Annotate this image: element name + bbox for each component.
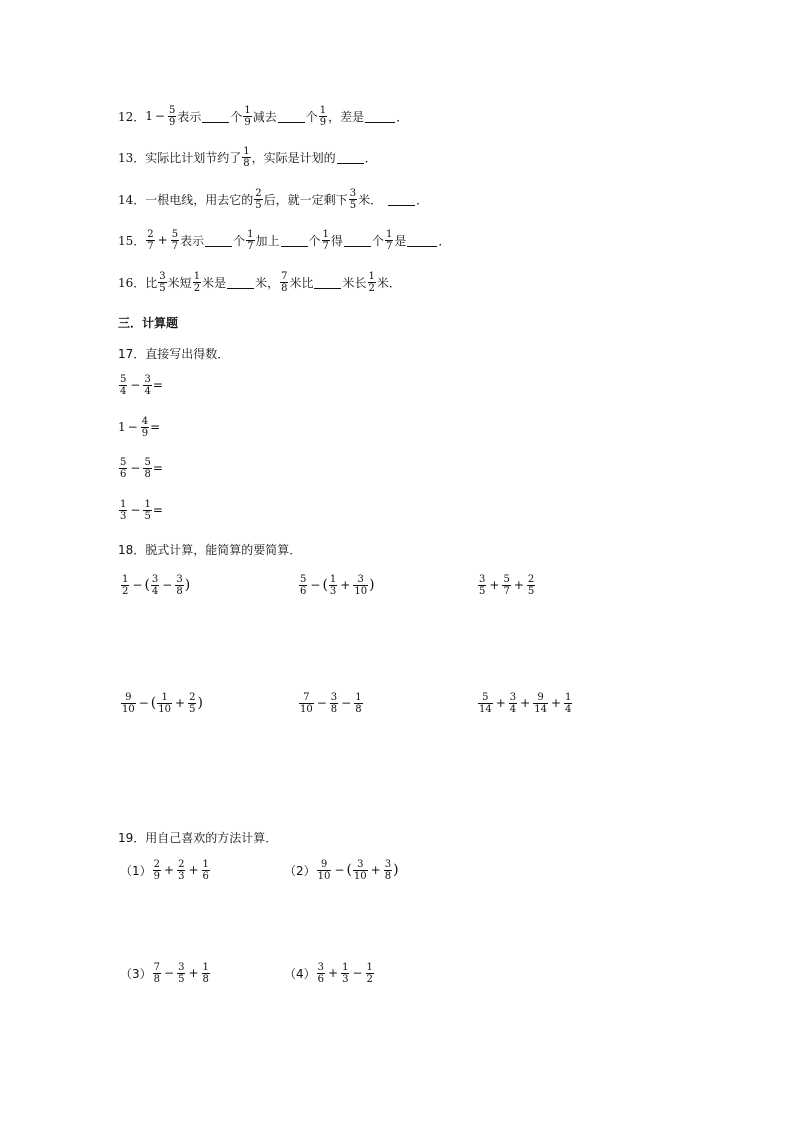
q17-item	[118, 412, 160, 442]
right-paren: )	[197, 695, 203, 711]
question-12	[118, 101, 408, 131]
q19-expression-2	[284, 855, 399, 885]
q18-expression-3	[477, 570, 536, 600]
equals-sign: =	[152, 461, 163, 475]
fraction: $\frac{4}{9}$	[141, 415, 149, 439]
answer-blank[interactable]	[344, 234, 371, 247]
q14-text: 后，就一定剩下	[263, 192, 348, 207]
fraction: $\frac{9}{10}$	[317, 858, 331, 882]
q13-number: 13．	[118, 150, 146, 165]
fraction: $\frac{1}{4}$	[565, 691, 572, 715]
right-paren: )	[184, 577, 191, 593]
question-14	[118, 184, 428, 214]
fraction: $\frac{1}{6}$	[202, 858, 209, 882]
q16-number: 16．	[118, 275, 146, 290]
q12-text: 个	[305, 109, 318, 124]
plus-sign: +	[489, 578, 500, 592]
plus-sign: +	[370, 863, 381, 877]
fraction: $\frac{5}{4}$	[120, 373, 127, 397]
question-16	[118, 267, 401, 297]
plus-sign: +	[520, 696, 531, 710]
answer-blank[interactable]	[281, 234, 308, 247]
answer-blank[interactable]	[365, 110, 395, 123]
q12-text: 个	[230, 109, 243, 124]
plus-sign: +	[164, 863, 175, 877]
question-19-title: 19．用自己喜欢的方法计算．	[118, 830, 278, 845]
plus-sign: +	[550, 696, 562, 710]
equals-sign: =	[152, 378, 163, 392]
integer: 1	[118, 420, 126, 434]
q16-text: 比	[145, 275, 158, 290]
fraction: $\frac{1}{10}$	[158, 691, 171, 715]
fraction: $\frac{5}{7}$	[503, 573, 510, 597]
fraction: $\frac{7}{8}$	[153, 961, 161, 985]
answer-blank[interactable]	[278, 110, 305, 123]
q14-text: 米．	[358, 192, 383, 207]
fraction: $\frac{2}{7}$	[147, 228, 154, 252]
plus-sign: +	[175, 696, 186, 710]
plus-sign: +	[157, 233, 168, 247]
left-paren: (	[346, 862, 352, 878]
plus-sign: +	[188, 966, 199, 980]
minus-sign: −	[164, 966, 175, 980]
question-13	[118, 142, 377, 172]
fraction: $\frac{2}{9}$	[153, 858, 161, 882]
fraction: $\frac{3}{10}$	[353, 858, 367, 882]
fraction: $\frac{3}{8}$	[176, 573, 183, 597]
plus-sign: +	[513, 578, 524, 592]
fraction: $\frac{1}{9}$	[244, 104, 251, 128]
minus-sign: −	[127, 420, 138, 434]
q18-expression-2	[298, 570, 375, 600]
q13-text: 实际比计划节约了	[145, 150, 242, 165]
fraction: $\frac{1}{7}$	[385, 228, 393, 252]
answer-blank[interactable]	[205, 234, 232, 247]
fraction: $\frac{5}{6}$	[300, 573, 307, 597]
fraction: $\frac{5}{6}$	[120, 456, 127, 480]
plus-sign: +	[328, 966, 339, 980]
q16-text: 米是	[202, 275, 227, 290]
fraction: $\frac{1}{3}$	[342, 961, 349, 985]
q12-text: 减去	[252, 109, 277, 124]
answer-blank[interactable]	[227, 276, 254, 289]
q12-number: 12．	[118, 109, 146, 124]
q14-text: 一根电线，用去它的	[145, 192, 254, 207]
plus-sign: +	[340, 578, 351, 592]
q18-expression-6	[477, 688, 573, 718]
answer-blank[interactable]	[314, 276, 341, 289]
fraction: $\frac{1}{7}$	[322, 228, 329, 252]
fraction: $\frac{1}{9}$	[319, 104, 327, 128]
fraction: $\frac{3}{4}$	[151, 573, 159, 597]
question-15	[118, 225, 450, 255]
minus-sign: −	[130, 503, 141, 517]
fraction: $\frac{1}{2}$	[193, 270, 201, 294]
fraction: $\frac{1}{8}$	[202, 961, 209, 985]
q19-expression-3	[120, 958, 211, 988]
question-17-title: 17．直接写出得数．	[118, 346, 230, 361]
fraction: $\frac{1}{5}$	[144, 498, 151, 522]
fraction: $\frac{1}{8}$	[355, 691, 362, 715]
q15-text: 个	[371, 233, 384, 248]
q12-text: ，差是	[328, 109, 365, 124]
fraction: $\frac{1}{2}$	[366, 961, 373, 985]
q18-expression-5	[298, 688, 364, 718]
period: ．	[396, 109, 409, 124]
fraction: $\frac{5}{7}$	[171, 228, 179, 252]
right-paren: )	[393, 862, 399, 878]
fraction: $\frac{2}{3}$	[178, 858, 185, 882]
q15-text: 表示	[180, 233, 205, 248]
fraction: $\frac{9}{14}$	[534, 691, 547, 715]
fraction: $\frac{3}{6}$	[317, 961, 325, 985]
minus-sign: −	[334, 863, 345, 877]
minus-sign: −	[132, 578, 143, 592]
q19-expression-4	[284, 958, 375, 988]
q17-item	[118, 370, 163, 400]
question-18-title: 18．脱式计算，能简算的要简算．	[118, 542, 302, 557]
fraction: $\frac{5}{14}$	[479, 691, 492, 715]
period: ．	[364, 150, 377, 165]
equals-sign: =	[150, 420, 161, 434]
minus-sign: −	[138, 696, 149, 710]
fraction: $\frac{5}{9}$	[168, 104, 176, 128]
left-paren: (	[322, 577, 328, 593]
q16-text: 米，	[255, 275, 280, 290]
answer-blank[interactable]	[407, 234, 437, 247]
fraction: $\frac{1}{2}$	[122, 573, 129, 597]
fraction: $\frac{7}{8}$	[281, 270, 288, 294]
answer-blank[interactable]	[388, 193, 415, 206]
q18-expression-1	[120, 570, 190, 600]
fraction: $\frac{1}{7}$	[247, 228, 254, 252]
fraction: $\frac{2}{5}$	[527, 573, 535, 597]
q13-text: ，实际是计划的	[251, 150, 336, 165]
fraction: $\frac{3}{10}$	[354, 573, 368, 597]
equals-sign: =	[152, 503, 163, 517]
item-label: （1）	[120, 863, 152, 878]
minus-sign: −	[130, 378, 141, 392]
fraction: $\frac{1}{2}$	[368, 270, 375, 294]
item-label: （4）	[284, 966, 316, 981]
section-heading: 三．计算题	[118, 315, 179, 330]
q19-expression-1	[120, 855, 211, 885]
period: ．	[438, 233, 451, 248]
fraction: $\frac{9}{10}$	[122, 691, 135, 715]
minus-sign: −	[130, 461, 141, 475]
q15-text: 是	[394, 233, 407, 248]
fraction: $\frac{3}{8}$	[384, 858, 392, 882]
fraction: $\frac{1}{8}$	[243, 145, 250, 169]
answer-blank[interactable]	[337, 151, 364, 164]
fraction: $\frac{1}{3}$	[329, 573, 337, 597]
q16-text: 米长	[342, 275, 367, 290]
minus-sign: −	[162, 578, 173, 592]
minus-sign: −	[316, 696, 327, 710]
q12-text: 表示	[177, 109, 202, 124]
plus-sign: +	[188, 863, 199, 877]
q15-text: 个	[233, 233, 246, 248]
q15-number: 15．	[118, 233, 146, 248]
fraction: $\frac{3}{4}$	[509, 691, 517, 715]
minus-sign: −	[154, 109, 165, 123]
fraction: $\frac{2}{5}$	[189, 691, 196, 715]
q17-item	[118, 453, 163, 483]
fraction: $\frac{7}{10}$	[300, 691, 313, 715]
fraction: $\frac{3}{4}$	[144, 373, 151, 397]
minus-sign: −	[341, 696, 352, 710]
q17-item	[118, 495, 163, 525]
fraction: $\frac{5}{8}$	[144, 456, 151, 480]
right-paren: )	[369, 577, 375, 593]
plus-sign: +	[495, 696, 506, 710]
left-paren: (	[144, 577, 150, 593]
minus-sign: −	[352, 966, 363, 980]
minus-sign: −	[310, 578, 321, 592]
q12-one: 1	[145, 109, 153, 123]
q16-text: 米短	[167, 275, 192, 290]
q15-text: 加上	[255, 233, 280, 248]
q15-text: 得	[330, 233, 343, 248]
q18-expression-4	[120, 688, 203, 718]
left-paren: (	[150, 695, 157, 711]
fraction: $\frac{3}{5}$	[479, 573, 486, 597]
fraction: $\frac{1}{3}$	[120, 498, 127, 522]
item-label: （3）	[120, 966, 152, 981]
fraction: $\frac{3}{5}$	[178, 961, 185, 985]
q16-text: 米．	[376, 275, 401, 290]
q16-text: 米比	[289, 275, 314, 290]
fraction: $\frac{2}{5}$	[255, 187, 262, 211]
fraction: $\frac{3}{5}$	[349, 187, 357, 211]
answer-blank[interactable]	[202, 110, 229, 123]
period: ．	[416, 192, 429, 207]
q15-text: 个	[308, 233, 321, 248]
fraction: $\frac{3}{8}$	[330, 691, 338, 715]
item-label: （2）	[284, 863, 316, 878]
q14-number: 14．	[118, 192, 146, 207]
fraction: $\frac{3}{5}$	[159, 270, 166, 294]
